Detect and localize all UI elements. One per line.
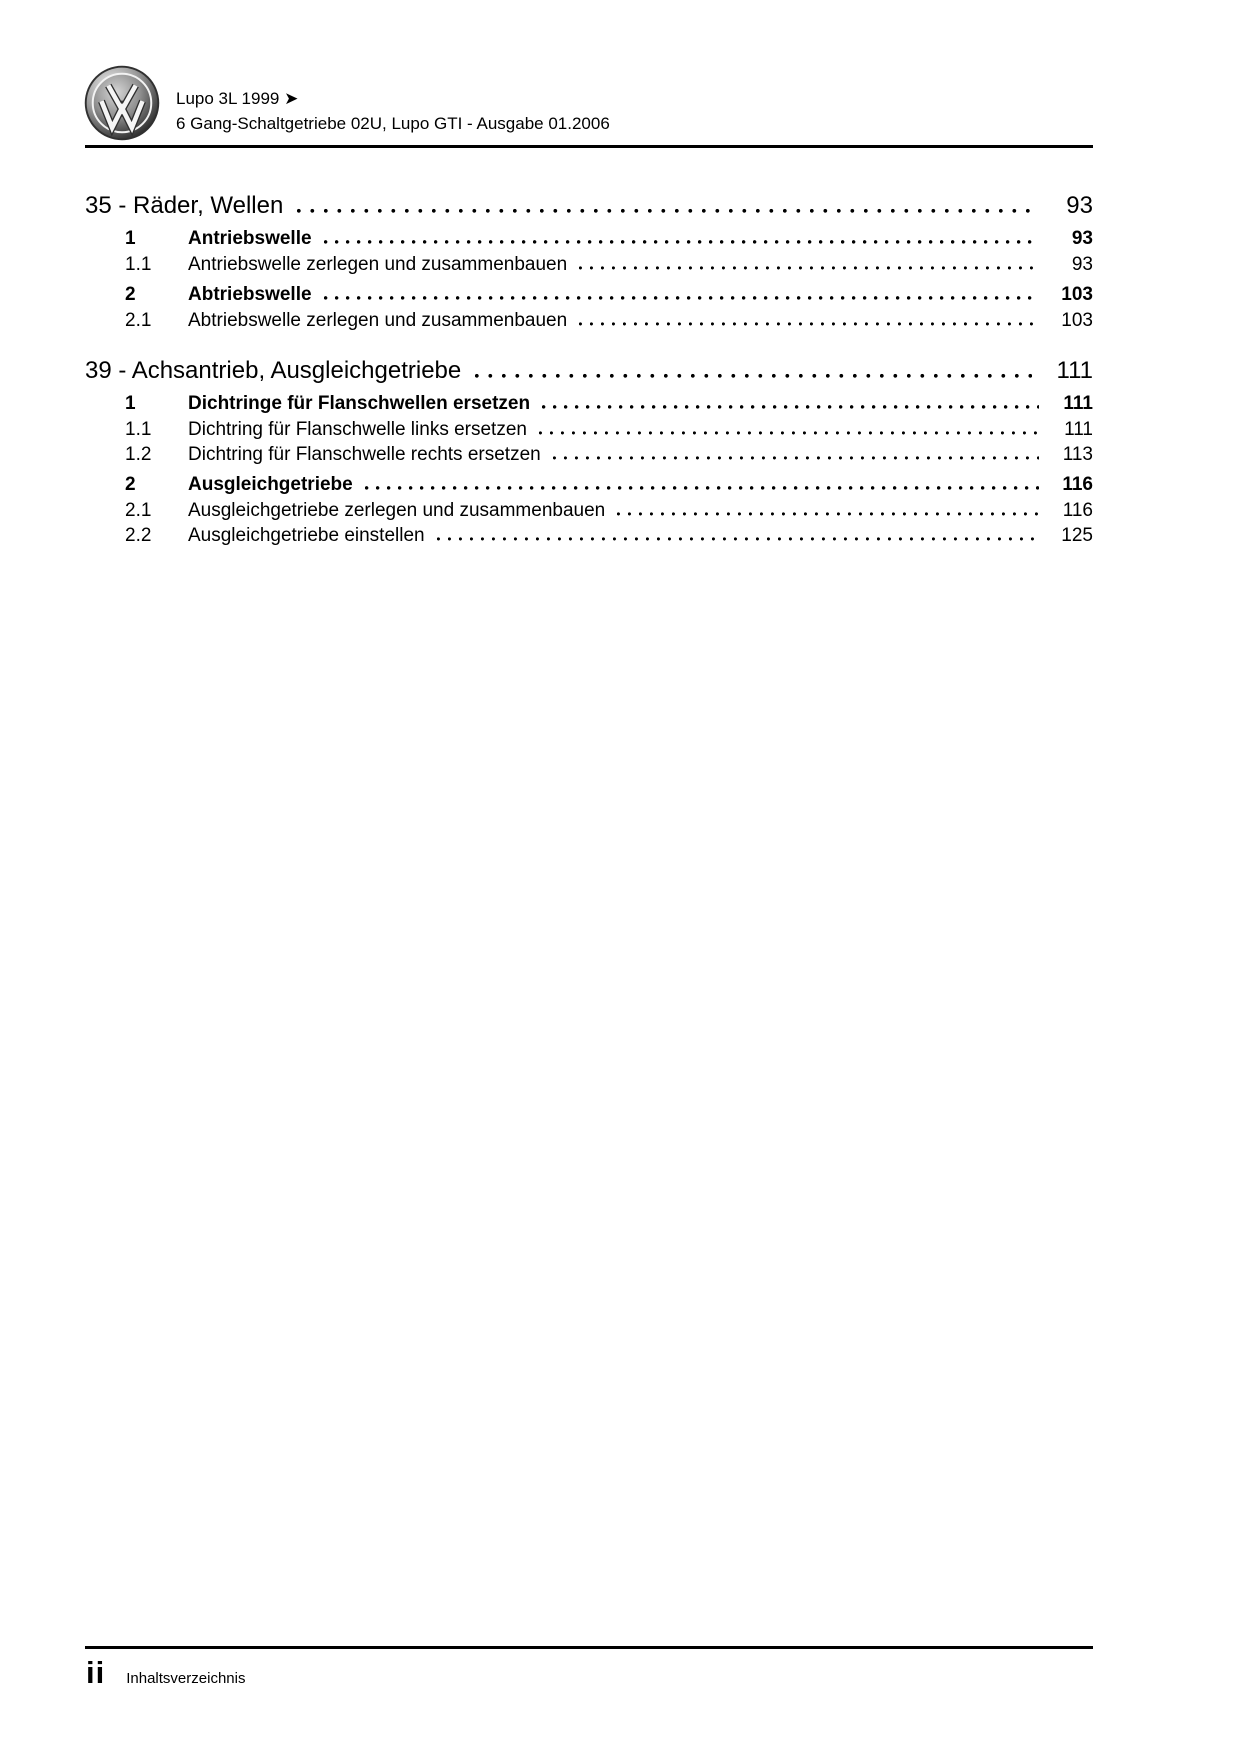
toc-entry-title: Abtriebswelle [188,284,312,305]
toc-section-row[interactable] [85,356,1093,386]
toc-section [85,356,1093,548]
dot-leader [324,293,1039,300]
toc-section [85,191,1093,333]
toc-entry-title: Ausgleichgetriebe einstellen [188,525,425,546]
toc-section-title: 39 - Achsantrieb, Ausgleichgetriebe [85,357,462,384]
toc-entry-number: 2 [125,474,136,495]
toc-entry-row[interactable] [85,253,1093,277]
toc-section-title: 35 - Räder, Wellen [85,192,284,219]
toc-entry-title: Dichtring für Flanschwelle links ersetzen [188,419,527,440]
toc-entry-page: 111 [1063,393,1093,414]
toc-entry-row[interactable] [85,524,1093,548]
dot-leader [539,428,1039,435]
toc-entry-row[interactable] [85,309,1093,333]
footer-divider [85,1646,1093,1649]
toc-section-page: 93 [1066,192,1093,219]
toc-section-row[interactable] [85,191,1093,221]
toc-entry-number: 2.1 [125,310,152,331]
toc-entry-page: 93 [1071,228,1093,249]
table-of-contents [85,191,1093,548]
dot-leader [365,483,1039,490]
dot-leader [542,402,1039,409]
toc-entry-title: Antriebswelle [188,228,312,249]
page-header [84,64,610,142]
toc-entry-page: 125 [1061,525,1093,546]
dot-leader [617,509,1039,516]
toc-entry-title: Antriebswelle zerlegen und zusammenbauen [188,254,568,275]
dot-leader [553,453,1039,460]
toc-entry-row[interactable] [85,227,1093,251]
header-divider [85,145,1093,148]
header-model-line: Lupo 3L 1999 ➤ [176,89,299,108]
toc-entry-row[interactable] [85,473,1093,497]
toc-entry-row[interactable] [85,392,1093,416]
toc-entry-number: 1 [125,393,136,414]
toc-entry-number: 1 [125,228,136,249]
dot-leader [579,263,1039,270]
toc-section-entries [85,392,1093,548]
page-footer [86,1654,245,1691]
dot-leader [475,371,1032,378]
toc-entry-row[interactable] [85,283,1093,307]
header-text-block [176,64,610,142]
toc-entry-page: 103 [1061,310,1093,331]
toc-entry-number: 1.2 [125,444,152,465]
toc-entry-row[interactable] [85,418,1093,442]
toc-entry-number: 1.1 [125,254,152,275]
toc-entry-page: 116 [1062,474,1093,495]
toc-section-entries [85,227,1093,333]
toc-entry-title: Ausgleichgetriebe [188,474,353,495]
dot-leader [324,237,1039,244]
header-subtitle: 6 Gang-Schaltgetriebe 02U, Lupo GTI - Ausgabe 01.2006 [176,114,610,133]
dot-leader [437,534,1039,541]
toc-entry-number: 2 [125,284,136,305]
toc-section-page: 111 [1056,357,1093,384]
footer-label: Inhaltsverzeichnis [126,1670,246,1687]
toc-entry-page: 93 [1071,254,1093,275]
toc-entry-title: Dichtringe für Flanschwellen ersetzen [188,393,531,414]
toc-entry-title: Ausgleichgetriebe zerlegen und zusammenbauen [188,500,606,521]
toc-entry-row[interactable] [85,443,1093,467]
toc-entry-page: 103 [1061,284,1093,305]
toc-entry-number: 2.1 [125,500,152,521]
footer-page-number: ii [86,1655,106,1690]
dot-leader [297,206,1032,213]
toc-entry-number: 2.2 [125,525,152,546]
toc-entry-row[interactable] [85,499,1093,523]
toc-entry-title: Dichtring für Flanschwelle rechts ersetzen [188,444,541,465]
toc-entry-page: 116 [1062,500,1093,521]
toc-entry-page: 113 [1062,444,1093,465]
vw-logo-icon [84,64,160,142]
dot-leader [579,319,1039,326]
toc-entry-number: 1.1 [125,419,152,440]
toc-entry-page: 111 [1064,419,1093,440]
toc-entry-title: Abtriebswelle zerlegen und zusammenbauen [188,310,568,331]
